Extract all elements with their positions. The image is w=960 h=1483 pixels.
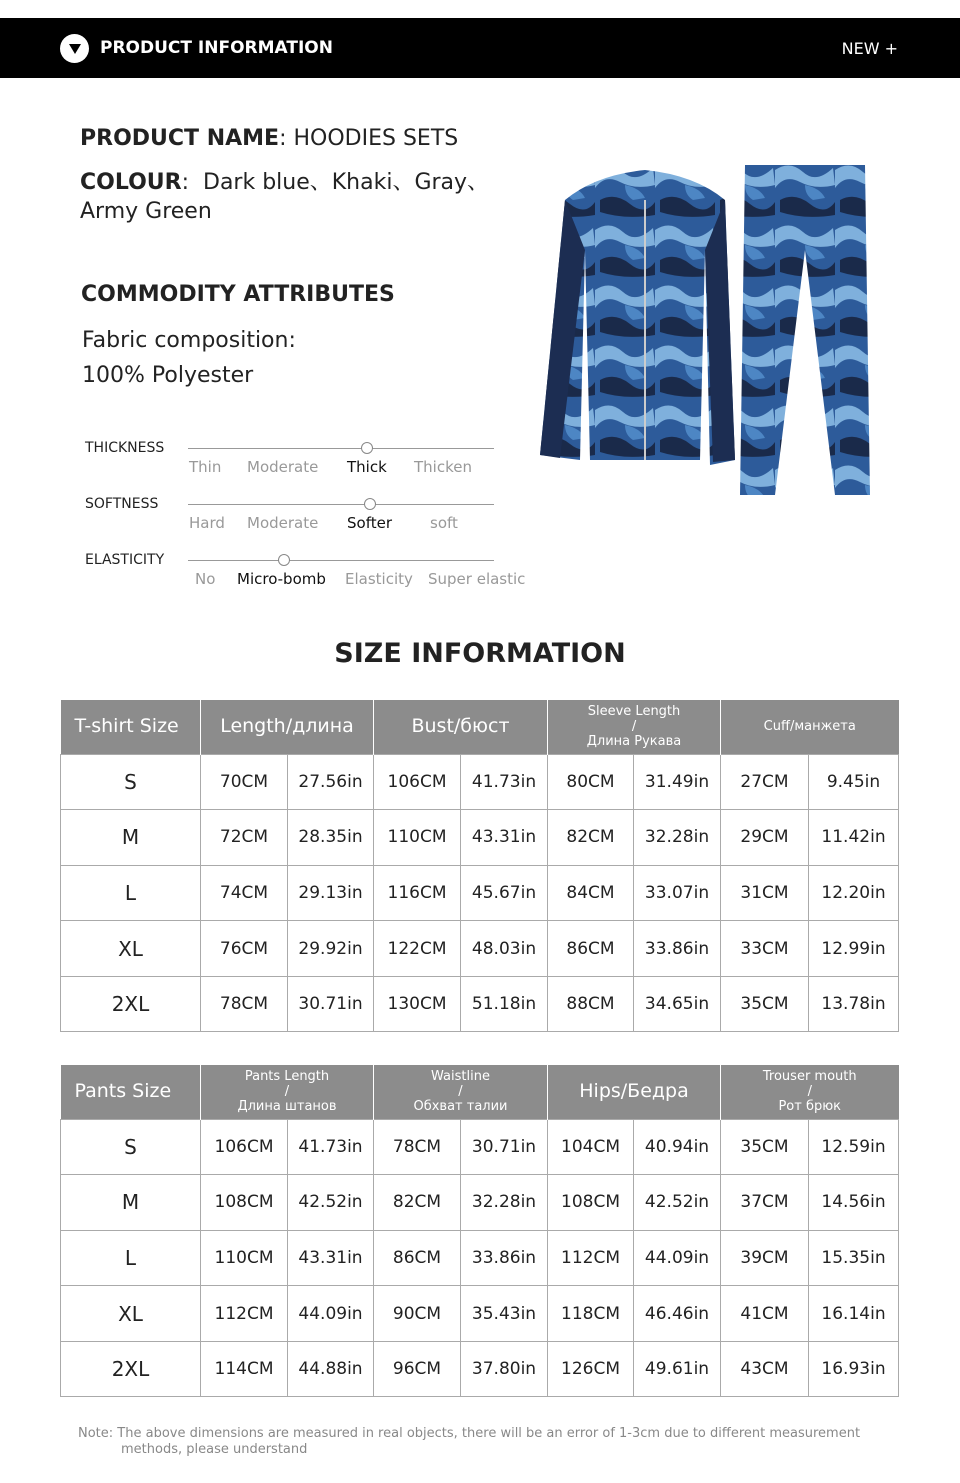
table-cell: 118CM (548, 1286, 634, 1342)
table-cell: 34.65in (634, 976, 721, 1032)
fabric: Fabric composition: 100% Polyester (82, 328, 296, 388)
table-cell: 16.93in (809, 1341, 899, 1397)
size-cell: L (61, 1230, 201, 1286)
table-cell: 37.80in (461, 1341, 548, 1397)
size-cell: XL (61, 921, 201, 977)
attr-label: SOFTNESS (85, 496, 159, 512)
table-cell: 33.86in (461, 1230, 548, 1286)
table-header (61, 1065, 899, 1119)
table-cell: 114CM (201, 1341, 288, 1397)
table-cell: 30.71in (461, 1119, 548, 1175)
scale-option: Softer (347, 514, 392, 532)
size-cell: M (61, 810, 201, 866)
header-bar (0, 18, 960, 78)
note: Note: The above dimensions are measured in real objects, there will be an error of 1-3cm due to different measurement methods, please understand (78, 1426, 861, 1457)
chevron-down-icon (60, 34, 89, 63)
table-cell: 104CM (548, 1119, 634, 1175)
column-header: Hips/Бедра (548, 1065, 721, 1119)
column-header: Bust/бюст (374, 700, 548, 754)
table-cell: 30.71in (288, 976, 374, 1032)
table-cell: 33CM (721, 921, 809, 977)
size-cell: S (61, 1119, 201, 1175)
size-cell: L (61, 865, 201, 921)
table-cell: 41.73in (288, 1119, 374, 1175)
table-cell: 110CM (201, 1230, 288, 1286)
table-row (61, 1175, 899, 1231)
table-cell: 82CM (374, 1175, 461, 1231)
size-cell: M (61, 1175, 201, 1231)
table-row (61, 1341, 899, 1397)
table-cell: 96CM (374, 1341, 461, 1397)
table-cell: 43.31in (288, 1230, 374, 1286)
table-row (61, 1286, 899, 1342)
table-cell: 122CM (374, 921, 461, 977)
table-cell: 112CM (201, 1286, 288, 1342)
table-cell: 29.92in (288, 921, 374, 977)
table-cell: 31CM (721, 865, 809, 921)
attr-label: THICKNESS (85, 440, 165, 456)
table-cell: 29CM (721, 810, 809, 866)
table-cell: 76CM (201, 921, 288, 977)
table-cell: 49.61in (634, 1341, 721, 1397)
table-cell: 42.52in (634, 1175, 721, 1231)
table-row (61, 976, 899, 1032)
table-cell: 44.09in (634, 1230, 721, 1286)
table-cell: 74CM (201, 865, 288, 921)
attributes-title: COMMODITY ATTRIBUTES (81, 282, 395, 307)
size-cell: 2XL (61, 976, 201, 1032)
table-cell: 46.46in (634, 1286, 721, 1342)
table-cell: 29.13in (288, 865, 374, 921)
column-header: Pants Length / Длина штанов (201, 1065, 374, 1119)
scale-knob (364, 498, 376, 510)
table-cell: 88CM (548, 976, 634, 1032)
scale-option: soft (430, 514, 458, 532)
table-cell: 39CM (721, 1230, 809, 1286)
table-cell: 12.20in (809, 865, 899, 921)
scale-option: Thicken (414, 458, 472, 476)
table-cell: 86CM (548, 921, 634, 977)
table-cell: 12.99in (809, 921, 899, 977)
table-cell: 13.78in (809, 976, 899, 1032)
tshirt-size-table (60, 700, 899, 1032)
table-cell: 51.18in (461, 976, 548, 1032)
table-cell: 37CM (721, 1175, 809, 1231)
table-cell: 15.35in (809, 1230, 899, 1286)
table-cell: 44.09in (288, 1286, 374, 1342)
table-cell: 16.14in (809, 1286, 899, 1342)
table-cell: 9.45in (809, 754, 899, 810)
table-row (61, 810, 899, 866)
table-cell: 110CM (374, 810, 461, 866)
table-cell: 27.56in (288, 754, 374, 810)
table-cell: 33.07in (634, 865, 721, 921)
scale-option: Thin (189, 458, 222, 476)
table-cell: 45.67in (461, 865, 548, 921)
scale-option: Super elastic (428, 570, 526, 588)
table-cell: 33.86in (634, 921, 721, 977)
table-row (61, 1230, 899, 1286)
table-cell: 86CM (374, 1230, 461, 1286)
table-cell: 106CM (201, 1119, 288, 1175)
column-header: Waistline / Обхват талии (374, 1065, 548, 1119)
table-row (61, 921, 899, 977)
size-info-title: SIZE INFORMATION (334, 638, 626, 669)
table-row (61, 754, 899, 810)
table-cell: 80CM (548, 754, 634, 810)
scale-track (188, 560, 494, 561)
table-cell: 41CM (721, 1286, 809, 1342)
table-cell: 90CM (374, 1286, 461, 1342)
table-cell: 40.94in (634, 1119, 721, 1175)
scale-option: Hard (189, 514, 225, 532)
table-cell: 43CM (721, 1341, 809, 1397)
table-cell: 108CM (548, 1175, 634, 1231)
table-cell: 32.28in (461, 1175, 548, 1231)
table-cell: 27CM (721, 754, 809, 810)
table-cell: 48.03in (461, 921, 548, 977)
column-header: Length/длина (201, 700, 374, 754)
table-cell: 82CM (548, 810, 634, 866)
scale-option: Moderate (247, 458, 319, 476)
attr-label: ELASTICITY (85, 552, 165, 568)
table-cell: 84CM (548, 865, 634, 921)
header-title: PRODUCT INFORMATION (100, 38, 333, 58)
table-cell: 130CM (374, 976, 461, 1032)
table-cell: 44.88in (288, 1341, 374, 1397)
scale-option: Thick (347, 458, 387, 476)
table-cell: 112CM (548, 1230, 634, 1286)
table-row (61, 865, 899, 921)
table-header (61, 700, 899, 754)
table-cell: 31.49in (634, 754, 721, 810)
table-cell: 14.56in (809, 1175, 899, 1231)
table-cell: 35.43in (461, 1286, 548, 1342)
scale-option: Moderate (247, 514, 319, 532)
table-cell: 42.52in (288, 1175, 374, 1231)
table-cell: 70CM (201, 754, 288, 810)
table-cell: 78CM (201, 976, 288, 1032)
product-image (535, 160, 875, 505)
product-name: PRODUCT NAME: HOODIES SETS (80, 126, 459, 151)
scale-knob (278, 554, 290, 566)
scale-knob (361, 442, 373, 454)
scale-track (188, 448, 494, 449)
column-header: Trouser mouth / Рот брюк (721, 1065, 899, 1119)
column-header: T-shirt Size (61, 700, 201, 754)
size-cell: S (61, 754, 201, 810)
table-cell: 106CM (374, 754, 461, 810)
scale-track (188, 504, 494, 505)
table-cell: 12.59in (809, 1119, 899, 1175)
table-cell: 32.28in (634, 810, 721, 866)
table-cell: 78CM (374, 1119, 461, 1175)
table-cell: 108CM (201, 1175, 288, 1231)
table-cell: 35CM (721, 976, 809, 1032)
table-cell: 28.35in (288, 810, 374, 866)
table-cell: 43.31in (461, 810, 548, 866)
table-cell: 116CM (374, 865, 461, 921)
table-cell: 72CM (201, 810, 288, 866)
new-link[interactable]: NEW + (841, 39, 898, 58)
column-header: Sleeve Length / Длина Рукава (548, 700, 721, 754)
table-row (61, 1119, 899, 1175)
scale-option: Micro-bomb (237, 570, 326, 588)
scale-option: No (195, 570, 216, 588)
column-header: Cuff/манжета (721, 700, 899, 754)
table-cell: 41.73in (461, 754, 548, 810)
pants-size-table (60, 1065, 899, 1397)
product-colour: COLOUR: Dark blue、Khaki、Gray、Army Green (80, 170, 490, 224)
table-cell: 126CM (548, 1341, 634, 1397)
table-cell: 11.42in (809, 810, 899, 866)
scale-option: Elasticity (345, 570, 413, 588)
size-cell: 2XL (61, 1341, 201, 1397)
column-header: Pants Size (61, 1065, 201, 1119)
size-cell: XL (61, 1286, 201, 1342)
table-cell: 35CM (721, 1119, 809, 1175)
